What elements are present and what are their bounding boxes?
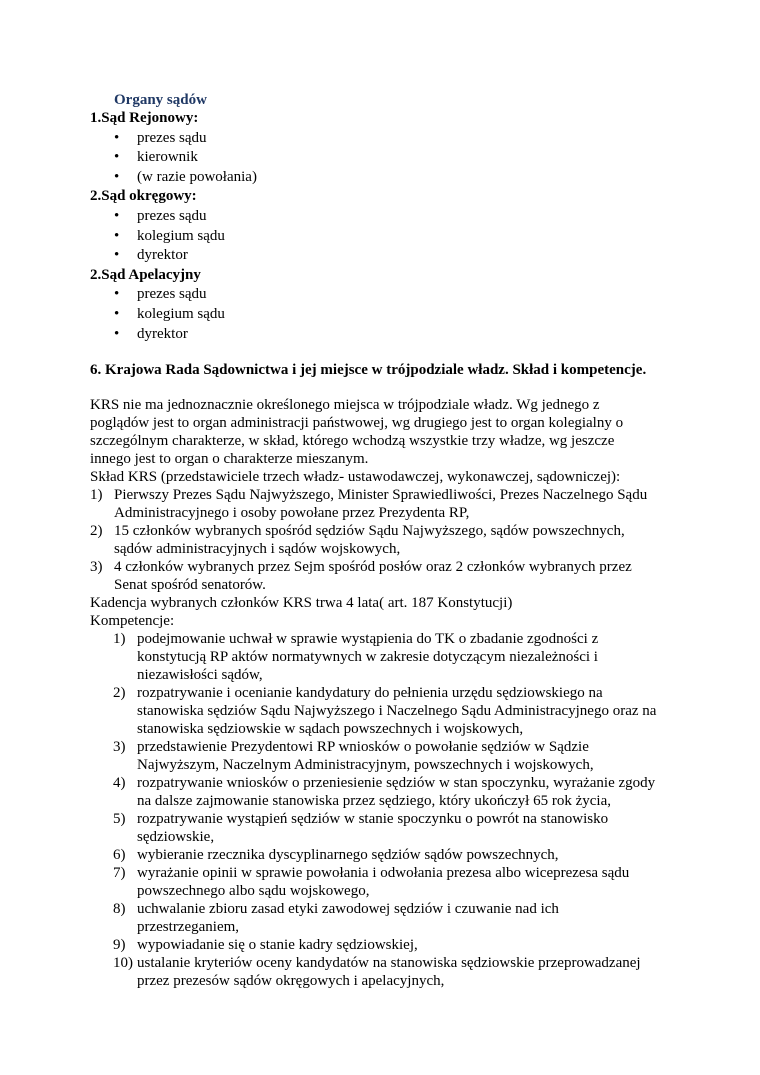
text-line: innego jest to organ o charakterze mieszanym.	[90, 451, 369, 467]
section-title: Organy sądów	[114, 92, 207, 108]
list-item: • dyrektor	[90, 325, 690, 345]
text-line: przestrzeganiem,	[137, 919, 240, 935]
text-line: rozpatrywanie wystąpień sędziów w stanie spoczynku o powrót na stanowisko	[137, 811, 609, 827]
text-line: niezawisłości sądów,	[137, 667, 263, 683]
text-line: podejmowanie uchwał w sprawie wystąpienia do TK o zbadanie zgodności z	[137, 631, 599, 647]
court-block	[90, 109, 690, 187]
item-number: 7)	[113, 865, 126, 881]
list-item	[90, 936, 680, 954]
krs-body	[90, 396, 680, 990]
section-heading: 6. Krajowa Rada Sądownictwa i jej miejsce w trójpodziale władz. Skład i kompetencje.	[90, 362, 647, 378]
text-line: rozpatrywanie i ocenianie kandydatury do pełnienia urzędu sędziowskiego na	[137, 685, 603, 701]
item-number: 3)	[113, 739, 126, 755]
list-item: • prezes sądu	[90, 207, 690, 227]
list-item	[90, 522, 680, 558]
list-item	[90, 774, 680, 810]
list-item	[90, 810, 680, 846]
list-item: • (w razie powołania)	[90, 168, 690, 188]
text-line: przedstawienie Prezydentowi RP wniosków o powołanie sędziów w Sądzie	[137, 739, 589, 755]
text-line: stanowiska sędziowskie w sądach powszechnych i wojskowych,	[137, 721, 524, 737]
item-number: 1)	[90, 487, 103, 503]
text-line: poglądów jest to organ administracji państwowej, wg drugiego jest to organ kolegialny o	[90, 415, 624, 431]
court-name: 1.Sąd Rejonowy:	[90, 110, 199, 126]
court-organs-list	[90, 207, 690, 266]
item-number: 8)	[113, 901, 126, 917]
list-item	[90, 684, 680, 738]
list-item: • dyrektor	[90, 246, 690, 266]
list-item	[90, 558, 680, 594]
court-block	[90, 187, 690, 265]
item-number: 6)	[113, 847, 126, 863]
composition-label: Skład KRS (przedstawiciele trzech władz- ustawodawczej, wykonawczej, sądowniczej):	[90, 469, 621, 485]
list-item	[90, 738, 680, 774]
text-line: uchwalanie zbioru zasad etyki zawodowej sędziów i czuwanie nad ich	[137, 901, 559, 917]
item-number: 2)	[90, 523, 103, 539]
competences-label: Kompetencje:	[90, 613, 175, 629]
text-line: Najwyższym, Naczelnym Administracyjnym, powszechnych i wojskowych,	[137, 757, 594, 773]
item-number: 5)	[113, 811, 126, 827]
text-line: Pierwszy Prezes Sądu Najwyższego, Minister Sprawiedliwości, Prezes Naczelnego Sądu	[114, 487, 648, 503]
list-item: • prezes sądu	[90, 129, 690, 149]
text-line: wypowiadanie się o stanie kadry sędziowskiej,	[137, 937, 418, 953]
intro-paragraph	[90, 396, 680, 468]
list-item: • kolegium sądu	[90, 305, 690, 325]
term-paragraph: Kadencja wybranych członków KRS trwa 4 lata( art. 187 Konstytucji)	[90, 595, 513, 611]
text-line: KRS nie ma jednoznacznie określonego miejsca w trójpodziale władz. Wg jednego z	[90, 397, 600, 413]
competences-list	[90, 630, 680, 990]
item-number: 3)	[90, 559, 103, 575]
court-organs-list	[90, 285, 690, 344]
composition-list	[90, 486, 680, 594]
text-line: powszechnego albo sądu wojskowego,	[137, 883, 370, 899]
courts-section	[90, 109, 690, 344]
text-line: Senat spośród senatorów.	[114, 577, 266, 593]
list-item	[90, 486, 680, 522]
item-number: 4)	[113, 775, 126, 791]
list-item	[90, 954, 680, 990]
court-name: 2.Sąd Apelacyjny	[90, 266, 201, 283]
text-line: rozpatrywanie wniosków o przeniesienie sędziów w stan spoczynku, wyrażanie zgody	[137, 775, 656, 791]
list-item	[90, 630, 680, 684]
text-line: szczególnym charakterze, w skład, którego wchodzą wszystkie trzy władze, wg jeszcze	[90, 433, 615, 449]
item-number: 2)	[113, 685, 126, 701]
text-line: 4 członków wybranych przez Sejm spośród posłów oraz 2 członków wybranych przez	[114, 559, 632, 575]
text-line: konstytucją RP aktów normatywnych w zakresie dotyczącym niezależności i	[137, 649, 598, 665]
list-item	[90, 864, 680, 900]
list-item: • kolegium sądu	[90, 227, 690, 247]
text-line: wyrażanie opinii w sprawie powołania i odwołania prezesa albo wiceprezesa sądu	[137, 865, 630, 881]
text-line: sądów administracyjnych i sądów wojskowych,	[114, 541, 401, 557]
list-item	[90, 900, 680, 936]
text-line: na dalsze zajmowanie stanowiska przez sędziego, który ukończył 65 rok życia,	[137, 793, 611, 809]
list-item	[90, 846, 680, 864]
court-block	[90, 266, 690, 344]
list-item: • kierownik	[90, 148, 690, 168]
text-line: Administracyjnego i osoby powołane przez Prezydenta RP,	[114, 505, 470, 521]
text-line: wybieranie rzecznika dyscyplinarnego sędziów sądów powszechnych,	[137, 847, 559, 863]
list-item: • prezes sądu	[90, 285, 690, 305]
item-number: 9)	[113, 937, 126, 953]
item-number: 1)	[113, 631, 126, 647]
item-number: 10)	[113, 955, 133, 971]
text-line: stanowiska sędziów Sądu Najwyższego i Naczelnego Sądu Administracyjnego oraz na	[137, 703, 657, 719]
text-line: przez prezesów sądów okręgowych i apelacyjnych,	[137, 973, 445, 989]
text-line: 15 członków wybranych spośród sędziów Sądu Najwyższego, sądów powszechnych,	[114, 523, 625, 539]
text-line: sędziowskie,	[137, 829, 215, 845]
court-organs-list	[90, 129, 690, 188]
text-line: ustalanie kryteriów oceny kandydatów na stanowiska sędziowskie przeprowadzanej	[137, 955, 641, 971]
court-name: 2.Sąd okręgowy:	[90, 188, 197, 205]
